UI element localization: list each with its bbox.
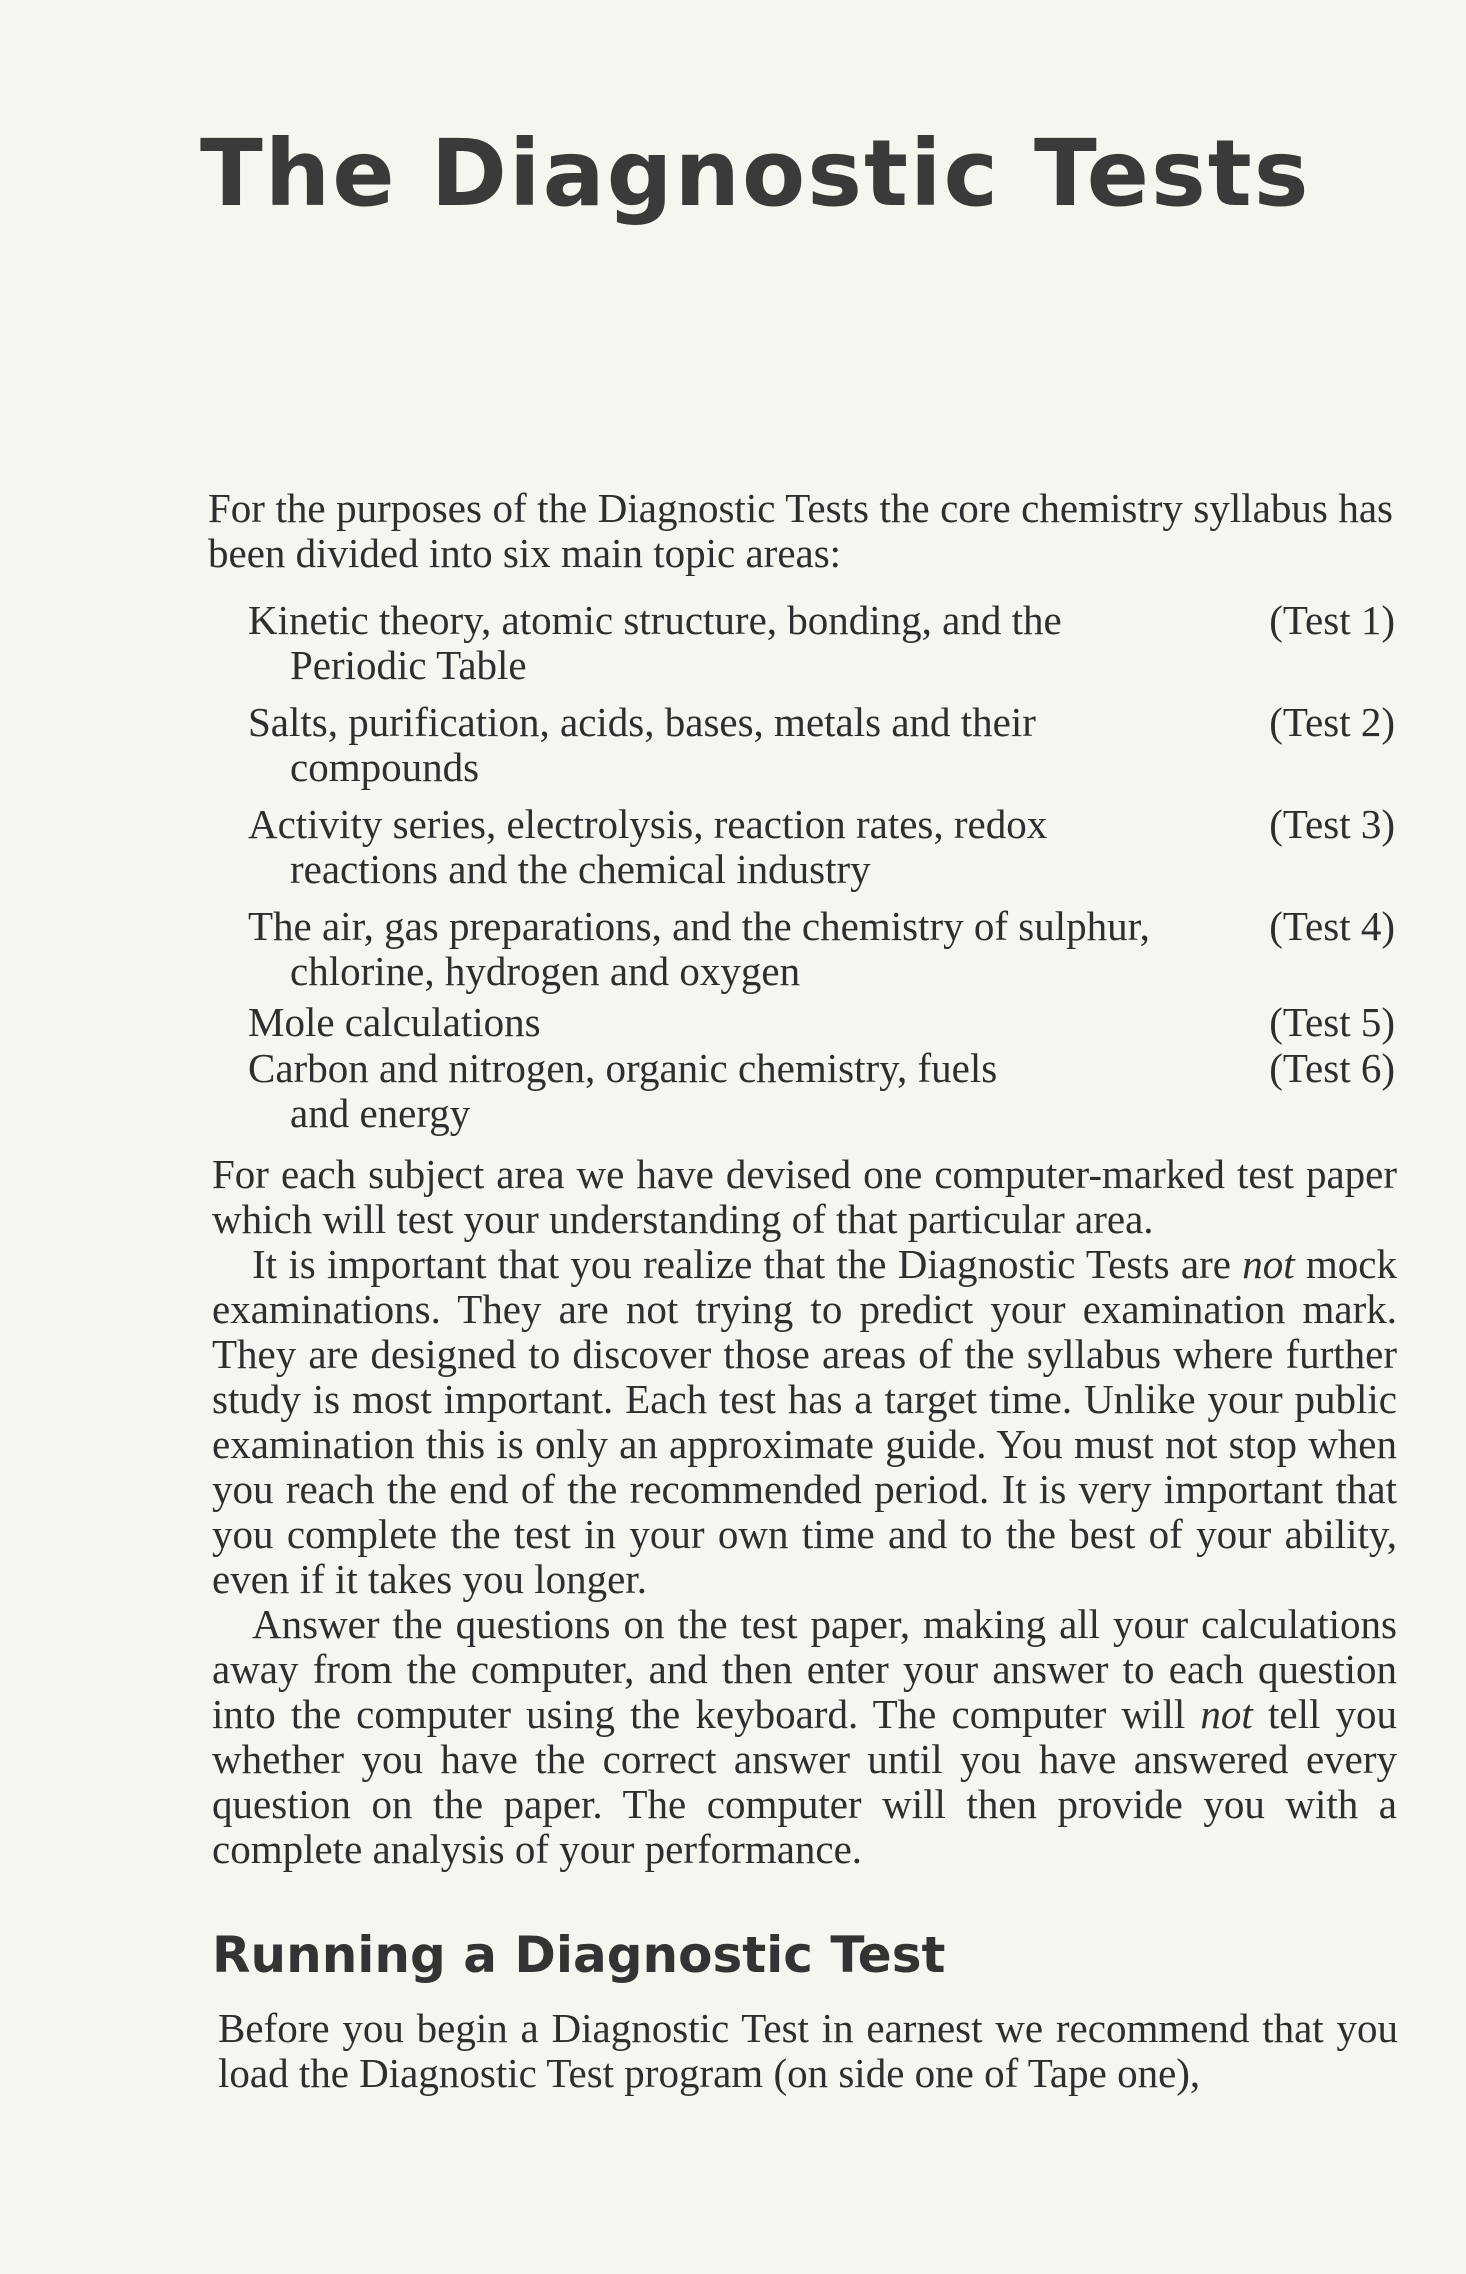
emphasis: not (1242, 1241, 1295, 1287)
page-title: The Diagnostic Tests (200, 120, 1311, 227)
test-number: (Test 4) (1269, 903, 1395, 949)
topic-line-continued: chlorine, hydrogen and oxygen (290, 948, 801, 994)
test-number: (Test 2) (1269, 699, 1395, 745)
topic-line: Activity series, electrolysis, reaction rates, redox (248, 801, 1048, 847)
paragraph: It is important that you realize that the Diagnostic Tests are not mock examinations. They are not trying to predict your examination mark. They are designed to discover those areas of the syllabus where further study is most important. Each test has a target time. Unlike your public examination this is only an approximate guide. You must not stop when you reach the end of the recommended period. It is very important that you complete the test in your own time and to the best of your ability, even if it takes you longer. (212, 1241, 1397, 1602)
topic-line: Mole calculations (248, 999, 541, 1045)
section-heading: Running a Diagnostic Test (212, 1926, 946, 1984)
body-text (218, 2006, 1398, 2096)
test-number: (Test 5) (1269, 999, 1395, 1045)
topic-line-continued: reactions and the chemical industry (290, 846, 871, 892)
paragraph: Answer the questions on the test paper, making all your calculations away from the computer, and then enter your answer to each question into the computer using the keyboard. The computer will not tell you whether you have the correct answer until you have answered every question on the paper. The computer will then provide you with a complete analysis of your performance. (212, 1601, 1398, 1872)
paragraph: For each subject area we have devised one computer-marked test paper which will test your understanding of that particular area. (212, 1151, 1397, 1242)
test-number: (Test 1) (1269, 597, 1395, 643)
topic-line-continued: and energy (290, 1090, 471, 1136)
topic-line: Salts, purification, acids, bases, metals and their (248, 699, 1036, 745)
topic-line-continued: compounds (290, 744, 480, 790)
topic-line: Carbon and nitrogen, organic chemistry, fuels (248, 1045, 998, 1091)
paragraph: Before you begin a Diagnostic Test in earnest we recommend that you load the Diagnostic Test program (on side one of Tape one), (218, 2005, 1398, 2096)
test-number: (Test 6) (1269, 1045, 1395, 1091)
body-text (212, 1152, 1397, 1872)
topic-line: Kinetic theory, atomic structure, bonding, and the (248, 597, 1062, 643)
topic-line-continued: Periodic Table (290, 642, 527, 688)
test-number: (Test 3) (1269, 801, 1395, 847)
intro-paragraph: For the purposes of the Diagnostic Tests the core chemistry syllabus has been divided into six main topic areas: (208, 485, 1393, 576)
topic-line: The air, gas preparations, and the chemistry of sulphur, (248, 903, 1150, 949)
emphasis: not (1200, 1691, 1253, 1737)
